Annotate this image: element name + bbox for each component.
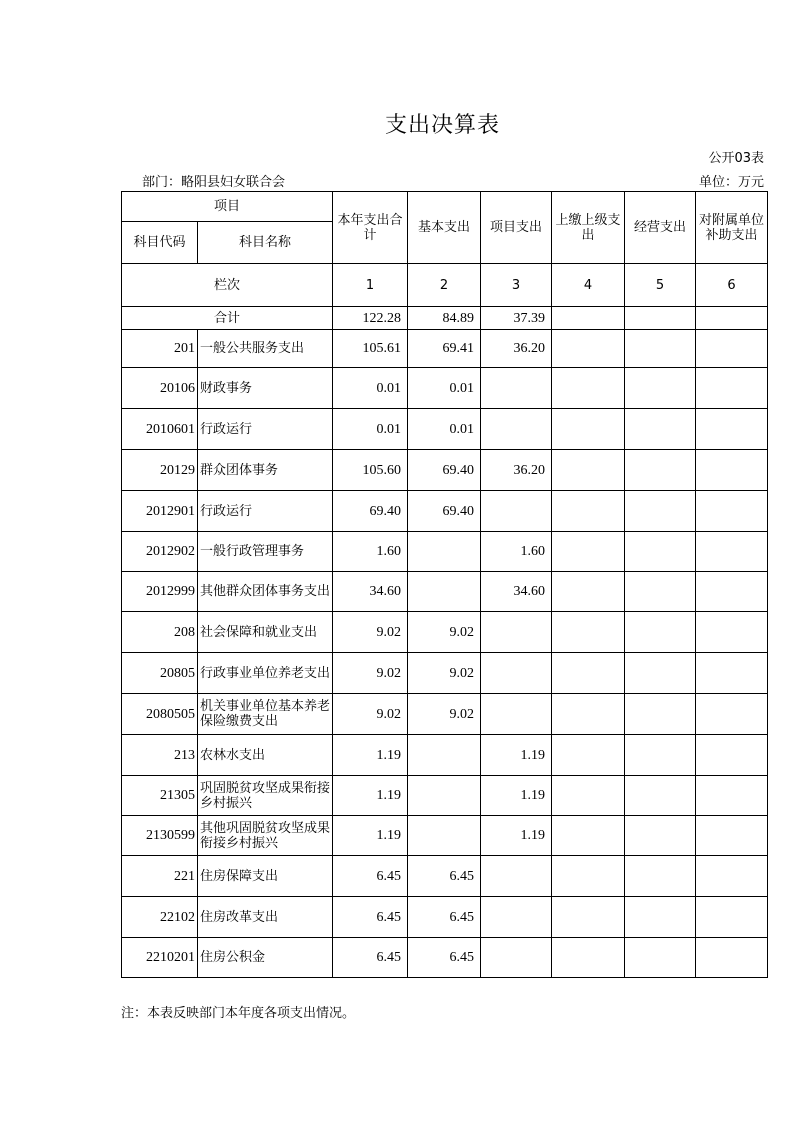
column-number: 2 — [408, 264, 481, 307]
amount-upper — [552, 897, 625, 938]
subject-code: 2080505 — [122, 694, 198, 735]
header-business: 经营支出 — [625, 192, 696, 264]
amount-item: 1.19 — [481, 816, 552, 856]
amount-upper — [552, 368, 625, 409]
subject-code: 2010601 — [122, 409, 198, 450]
amount-subsidy — [696, 409, 768, 450]
amount-subsidy — [696, 653, 768, 694]
amount-total: 9.02 — [333, 653, 408, 694]
amount-subsidy — [696, 938, 768, 978]
header-basic: 基本支出 — [408, 192, 481, 264]
amount-basic — [408, 532, 481, 572]
amount-business — [625, 735, 696, 776]
amount-subsidy — [696, 368, 768, 409]
subject-name: 农林水支出 — [198, 735, 333, 776]
table-row — [122, 330, 768, 368]
footnote: 注：本表反映部门本年度各项支出情况。 — [121, 1006, 356, 1021]
column-number: 1 — [333, 264, 408, 307]
amount-business — [625, 532, 696, 572]
amount-business — [625, 694, 696, 735]
amount-business — [625, 450, 696, 491]
amount-basic: 6.45 — [408, 897, 481, 938]
subject-name: 巩固脱贫攻坚成果衔接乡村振兴 — [198, 776, 333, 816]
subject-code: 2012999 — [122, 572, 198, 612]
amount-upper — [552, 938, 625, 978]
amount-total: 6.45 — [333, 856, 408, 897]
total-business — [625, 307, 696, 330]
amount-upper — [552, 409, 625, 450]
amount-business — [625, 897, 696, 938]
amount-total: 1.19 — [333, 776, 408, 816]
amount-total: 34.60 — [333, 572, 408, 612]
amount-total: 1.19 — [333, 816, 408, 856]
amount-basic — [408, 776, 481, 816]
amount-subsidy — [696, 532, 768, 572]
subject-name: 行政运行 — [198, 409, 333, 450]
amount-subsidy — [696, 776, 768, 816]
subject-name: 一般行政管理事务 — [198, 532, 333, 572]
amount-item — [481, 897, 552, 938]
amount-item: 36.20 — [481, 330, 552, 368]
amount-upper — [552, 491, 625, 532]
amount-total: 69.40 — [333, 491, 408, 532]
unit-label: 单位：万元 — [698, 175, 764, 190]
amount-business — [625, 572, 696, 612]
table-row — [122, 409, 768, 450]
header-row-1 — [122, 192, 768, 222]
amount-basic: 9.02 — [408, 612, 481, 653]
subject-code: 2210201 — [122, 938, 198, 978]
amount-total: 1.19 — [333, 735, 408, 776]
amount-upper — [552, 816, 625, 856]
amount-upper — [552, 330, 625, 368]
total-amount: 122.28 — [333, 307, 408, 330]
amount-item — [481, 409, 552, 450]
subject-name: 行政事业单位养老支出 — [198, 653, 333, 694]
subject-name: 一般公共服务支出 — [198, 330, 333, 368]
total-upper — [552, 307, 625, 330]
table-row — [122, 938, 768, 978]
colrow-label: 栏次 — [122, 264, 333, 307]
subject-code: 20805 — [122, 653, 198, 694]
total-subsidy — [696, 307, 768, 330]
amount-upper — [552, 856, 625, 897]
amount-subsidy — [696, 897, 768, 938]
header-name: 科目名称 — [198, 222, 333, 264]
amount-total: 0.01 — [333, 368, 408, 409]
column-number: 6 — [696, 264, 768, 307]
expenditure-table — [121, 191, 768, 978]
table-row — [122, 694, 768, 735]
amount-business — [625, 816, 696, 856]
amount-business — [625, 491, 696, 532]
header-upper: 上缴上级支出 — [552, 192, 625, 264]
header-subsidy: 对附属单位补助支出 — [696, 192, 768, 264]
table-row — [122, 368, 768, 409]
table-row — [122, 450, 768, 491]
subject-name: 其他巩固脱贫攻坚成果衔接乡村振兴 — [198, 816, 333, 856]
subject-name: 财政事务 — [198, 368, 333, 409]
amount-upper — [552, 694, 625, 735]
amount-item — [481, 938, 552, 978]
table-row — [122, 776, 768, 816]
table-row — [122, 735, 768, 776]
amount-upper — [552, 532, 625, 572]
amount-basic: 69.40 — [408, 491, 481, 532]
table-row — [122, 491, 768, 532]
form-number: 公开03表 — [708, 151, 764, 166]
column-number: 3 — [481, 264, 552, 307]
table-row — [122, 816, 768, 856]
column-number: 4 — [552, 264, 625, 307]
subject-name: 社会保障和就业支出 — [198, 612, 333, 653]
table-row — [122, 572, 768, 612]
amount-subsidy — [696, 856, 768, 897]
amount-upper — [552, 612, 625, 653]
amount-basic: 9.02 — [408, 653, 481, 694]
total-label: 合计 — [122, 307, 333, 330]
amount-total: 9.02 — [333, 612, 408, 653]
table-row — [122, 532, 768, 572]
amount-basic: 6.45 — [408, 938, 481, 978]
amount-basic: 69.41 — [408, 330, 481, 368]
amount-item — [481, 653, 552, 694]
header-code: 科目代码 — [122, 222, 198, 264]
amount-business — [625, 330, 696, 368]
amount-upper — [552, 653, 625, 694]
subject-code: 21305 — [122, 776, 198, 816]
amount-basic: 69.40 — [408, 450, 481, 491]
subject-name: 行政运行 — [198, 491, 333, 532]
total-basic: 84.89 — [408, 307, 481, 330]
amount-total: 105.60 — [333, 450, 408, 491]
amount-item: 1.60 — [481, 532, 552, 572]
amount-total: 6.45 — [333, 938, 408, 978]
subject-name: 群众团体事务 — [198, 450, 333, 491]
table-row — [122, 897, 768, 938]
amount-basic — [408, 816, 481, 856]
amount-subsidy — [696, 816, 768, 856]
amount-subsidy — [696, 735, 768, 776]
subject-name: 住房改革支出 — [198, 897, 333, 938]
amount-item — [481, 612, 552, 653]
subject-name: 住房公积金 — [198, 938, 333, 978]
subject-code: 2012902 — [122, 532, 198, 572]
amount-business — [625, 938, 696, 978]
subject-name: 其他群众团体事务支出 — [198, 572, 333, 612]
subject-code: 213 — [122, 735, 198, 776]
amount-basic: 0.01 — [408, 409, 481, 450]
amount-subsidy — [696, 491, 768, 532]
amount-basic: 0.01 — [408, 368, 481, 409]
amount-upper — [552, 735, 625, 776]
amount-business — [625, 653, 696, 694]
amount-subsidy — [696, 330, 768, 368]
table-row — [122, 612, 768, 653]
department-label: 部门：略阳县妇女联合会 — [142, 175, 286, 190]
amount-total: 105.61 — [333, 330, 408, 368]
amount-total: 0.01 — [333, 409, 408, 450]
amount-basic — [408, 572, 481, 612]
amount-upper — [552, 450, 625, 491]
amount-business — [625, 856, 696, 897]
amount-item: 36.20 — [481, 450, 552, 491]
subject-code: 20106 — [122, 368, 198, 409]
subject-code: 2130599 — [122, 816, 198, 856]
amount-item — [481, 856, 552, 897]
amount-business — [625, 368, 696, 409]
amount-item: 1.19 — [481, 776, 552, 816]
amount-upper — [552, 572, 625, 612]
amount-business — [625, 776, 696, 816]
subject-code: 22102 — [122, 897, 198, 938]
table-row — [122, 653, 768, 694]
column-number: 5 — [625, 264, 696, 307]
subject-name: 机关事业单位基本养老保险缴费支出 — [198, 694, 333, 735]
amount-subsidy — [696, 612, 768, 653]
amount-item — [481, 368, 552, 409]
amount-subsidy — [696, 694, 768, 735]
amount-subsidy — [696, 572, 768, 612]
page-title: 支出决算表 — [384, 113, 500, 138]
amount-subsidy — [696, 450, 768, 491]
amount-item — [481, 491, 552, 532]
subject-code: 20129 — [122, 450, 198, 491]
header-item: 项目支出 — [481, 192, 552, 264]
amount-total: 6.45 — [333, 897, 408, 938]
amount-item: 34.60 — [481, 572, 552, 612]
table-row — [122, 856, 768, 897]
amount-item: 1.19 — [481, 735, 552, 776]
amount-basic: 9.02 — [408, 694, 481, 735]
subject-code: 208 — [122, 612, 198, 653]
amount-item — [481, 694, 552, 735]
subject-code: 221 — [122, 856, 198, 897]
amount-total: 1.60 — [333, 532, 408, 572]
amount-business — [625, 612, 696, 653]
subject-name: 住房保障支出 — [198, 856, 333, 897]
amount-basic — [408, 735, 481, 776]
total-row — [122, 307, 768, 330]
total-item: 37.39 — [481, 307, 552, 330]
header-total: 本年支出合计 — [333, 192, 408, 264]
amount-basic: 6.45 — [408, 856, 481, 897]
amount-business — [625, 409, 696, 450]
subject-code: 2012901 — [122, 491, 198, 532]
column-number-row — [122, 264, 768, 307]
header-project: 项目 — [122, 192, 333, 222]
amount-upper — [552, 776, 625, 816]
amount-total: 9.02 — [333, 694, 408, 735]
subject-code: 201 — [122, 330, 198, 368]
